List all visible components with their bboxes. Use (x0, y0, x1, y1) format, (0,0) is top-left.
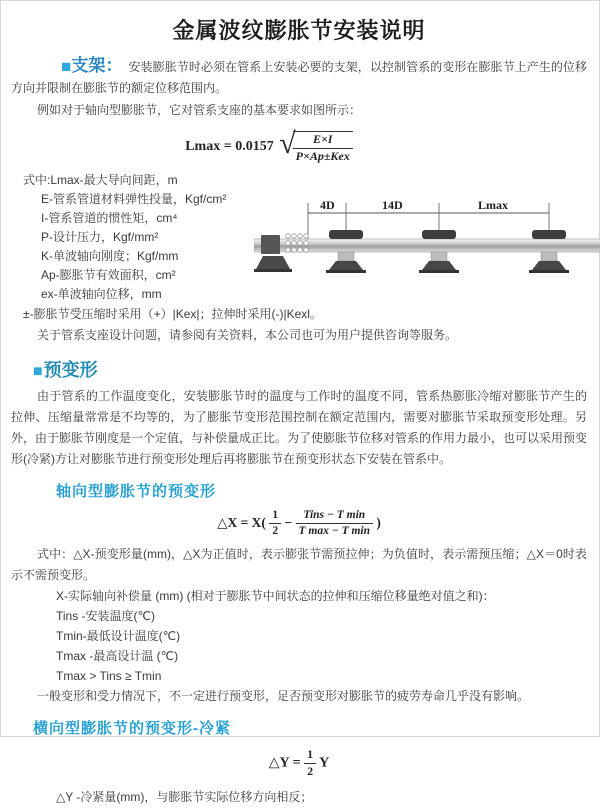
lateral-formula-lhs: △Y = (268, 755, 301, 771)
predeform-section-heading (33, 356, 587, 382)
list-item: Tmax > Tins ≥ Tmin (56, 669, 162, 684)
formula-denominator: P×Ap±Kex (295, 148, 350, 163)
lateral-numerator: 1 (304, 748, 316, 764)
temp-denominator: T max − T min (298, 525, 371, 538)
variable-line: I-管系管道的惯性矩，cm⁴ (41, 211, 178, 225)
service-note: 关于管系支座设计问题，请参阅有关资料，本公司也可为用户提供咨询等服务。 (37, 328, 458, 342)
formula-lhs: Lmax = 0.0157 (185, 139, 274, 155)
list-item: Tmin-最低设计温度(℃) (56, 629, 181, 644)
temp-numerator: Tins − T min (296, 509, 374, 524)
section-bullet-icon: ■ (61, 57, 72, 76)
variables-and-diagram (11, 171, 587, 304)
section-bullet-icon: ■ (33, 363, 43, 380)
predeform-body: 由于管系的工作温度变化，安装膨胀节时的温度与工作时的温度不同，管系热膨胀冷缩对膨胀节产生的拉伸、压缩量常常是不均等的，为了膨胀节变形范围控制在额定范围内，需要对膨胀节采取预变形处理。另外，由于膨胀节刚度是一个定值，与补偿量成正比。为了使膨胀节位移对管系的作用力最小，也可以采用预变形(冷紧)方让对膨胀节进行预变形处理后再将膨胀节在预变形状态下安装在管系中。 (11, 389, 588, 466)
axial-formula-lhs: △X = X( (217, 514, 266, 530)
dim-label-lmax: Lmax (478, 198, 508, 212)
variable-line: Ap-膨胀节有效面积，cm² (41, 268, 176, 282)
dim-label-14d: 14D (382, 198, 403, 212)
lateral-legend: △Y -冷紧量(mm)，与膨胀节实际位移方向相反； (56, 790, 313, 805)
document-page (1, 14, 599, 808)
support-section-heading: 支架： (71, 56, 123, 75)
dim-label-4d: 4D (320, 198, 335, 212)
axial-variable-list (11, 586, 587, 686)
list-item: Tmax -最高设计温 (℃) (56, 649, 179, 664)
variable-line: P-设计压力，Kgf/mm² (41, 230, 159, 244)
list-item: X-实际轴向补偿量 (mm) (相对于膨胀节中间状态的拉伸和压缩位移量绝对值之和)： (56, 589, 495, 604)
sqrt-symbol: √ (279, 127, 296, 160)
support-intro-text: 安装膨胀节时必须在管系上安装必要的支架，以控制管系的变形在膨胀节上产生的位移方向并限制在膨胀节的额定位移范围内。 (11, 60, 587, 95)
lateral-formula-rhs: Y (319, 755, 330, 771)
support-example-text: 例如对于轴向型膨胀节，它对管系支座的基本要求如图所示： (37, 103, 362, 117)
lmax-formula (0, 127, 587, 167)
lateral-subheading: 横向型膨胀节的预变形-冷紧 (33, 720, 231, 738)
lateral-denominator: 2 (307, 764, 314, 779)
support-intro-paragraph (11, 55, 587, 99)
lateral-formula (11, 748, 587, 779)
list-item: Tins -安装温度(℃) (56, 609, 156, 624)
pipe-support-diagram (254, 197, 600, 305)
half-denominator: 2 (272, 525, 279, 538)
variable-line: 式中:Lmax-最大导向间距，m (23, 173, 178, 187)
minus-sign: − (284, 514, 293, 530)
axial-subheading: 轴向型膨胀节的预变形 (56, 483, 217, 500)
axial-formula (11, 509, 587, 538)
variable-line: ex-单波轴向位移，mm (41, 287, 162, 301)
predeform-heading-text: 预变形 (43, 360, 98, 380)
variable-line: K-单波轴向刚度；Kgf/mm (41, 249, 179, 263)
axial-legend: 式中：△X-预变形量(mm)，△X为正值时，表示膨张节需预拉伸；为负值时，表示需预压缩；△X＝0时表示不需预变形。 (11, 547, 587, 583)
axial-formula-rhs: ) (376, 514, 381, 530)
pm-note: ±-膨胀节受压缩时采用（+）|Kex|；拉伸时采用(-)|Kexl。 (23, 307, 322, 321)
formula-numerator: E×I (293, 133, 353, 149)
axial-note: 一般变形和受力情况下，不一定进行预变形，足否预变形对膨胀节的疲劳寿命几乎没有影响。 (37, 689, 530, 704)
variable-line: E-管系管道材料弹性投量，Kgf/cm² (41, 192, 227, 206)
half-numerator: 1 (269, 509, 281, 524)
page-title: 金属波纹膨胀节安装说明 (172, 18, 426, 43)
